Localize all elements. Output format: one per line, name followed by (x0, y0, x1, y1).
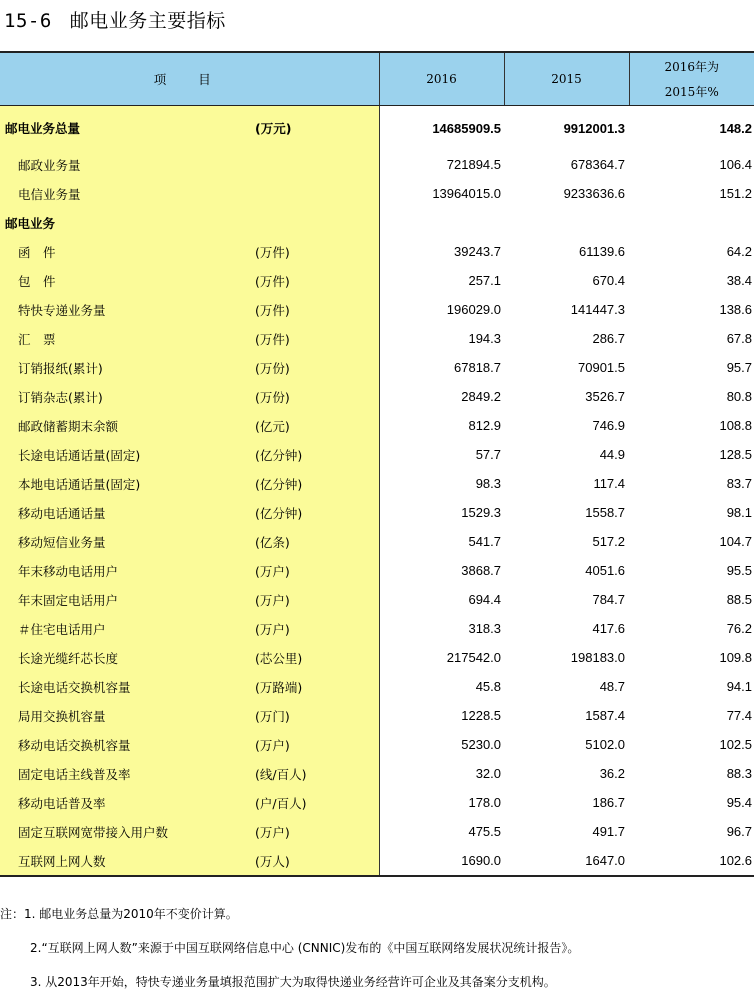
row-unit: (万户) (255, 730, 379, 759)
value-2015 (504, 208, 629, 237)
table-row (0, 643, 754, 672)
row-label (0, 411, 255, 440)
table-row (0, 556, 754, 585)
value-2015: 784.7 (592, 592, 626, 607)
value-ratio: 83.7 (726, 476, 753, 491)
table-row (0, 382, 754, 411)
row-unit: (万件) (255, 295, 379, 324)
value-ratio: 151.2 (719, 186, 753, 201)
value-2015: 9912001.3 (563, 120, 626, 136)
row-label (0, 440, 255, 469)
value-2016: 812.9 (468, 418, 502, 433)
row-label-text: 长途光缆纤芯长度 (18, 650, 119, 666)
value-2016: 2849.2 (461, 389, 502, 404)
row-label (0, 817, 255, 846)
table-row (0, 788, 754, 817)
value-2016: 194.3 (468, 331, 502, 346)
value-ratio: 88.3 (726, 766, 753, 781)
row-unit: (线/百人) (255, 759, 379, 788)
row-label (0, 556, 255, 585)
value-2015: 746.9 (592, 418, 626, 433)
table-row (0, 295, 754, 324)
value-ratio: 138.6 (719, 302, 753, 317)
row-label (0, 266, 255, 295)
value-2015: 417.6 (592, 621, 626, 636)
row-unit (255, 179, 379, 208)
value-2015: 517.2 (592, 534, 626, 549)
row-unit: (万路端) (255, 672, 379, 701)
value-2016: 178.0 (468, 795, 502, 810)
value-2016: 67818.7 (454, 360, 502, 375)
row-unit (255, 208, 379, 237)
value-2015: 286.7 (592, 331, 626, 346)
table-row (0, 179, 754, 208)
header-ratio-line2: 2015年% (664, 85, 719, 99)
table-row (0, 106, 754, 151)
value-ratio: 94.1 (726, 679, 753, 694)
value-ratio: 64.2 (726, 244, 753, 259)
row-label (0, 106, 255, 151)
table-row (0, 469, 754, 498)
row-label (0, 353, 255, 382)
row-unit: (万元) (255, 106, 379, 151)
value-2015: 678364.7 (570, 157, 626, 172)
value-2016 (379, 208, 504, 237)
value-2016: 217542.0 (446, 650, 502, 665)
row-unit: (亿分钟) (255, 440, 379, 469)
footnotes (0, 905, 579, 1007)
row-unit: (万人) (255, 846, 379, 876)
value-ratio: 95.4 (726, 795, 753, 810)
row-label-text: 特快专递业务量 (18, 302, 106, 318)
value-2015: 9233636.6 (563, 186, 626, 201)
row-label-text: 邮政储蓄期末余额 (18, 418, 119, 434)
row-label (0, 208, 255, 237)
row-label-text: 移动电话交换机容量 (18, 737, 131, 753)
header-2015: 2015 (504, 52, 629, 106)
row-unit: (亿分钟) (255, 498, 379, 527)
table-row (0, 730, 754, 759)
table-header-row (0, 52, 754, 106)
row-label-text: 固定电话主线普及率 (18, 766, 131, 782)
row-label-text: 邮电业务总量 (5, 121, 81, 136)
value-ratio: 38.4 (726, 273, 753, 288)
value-ratio: 106.4 (719, 157, 753, 172)
row-label (0, 295, 255, 324)
row-label (0, 324, 255, 353)
value-2016: 39243.7 (454, 244, 502, 259)
value-2016: 1529.3 (461, 505, 502, 520)
value-ratio: 80.8 (726, 389, 753, 404)
value-ratio: 128.5 (719, 447, 753, 462)
value-ratio: 109.8 (719, 650, 753, 665)
value-2016: 475.5 (468, 824, 502, 839)
table-row (0, 701, 754, 730)
value-2015: 491.7 (592, 824, 626, 839)
row-unit: (万件) (255, 266, 379, 295)
value-2016: 45.8 (475, 679, 502, 694)
value-2015: 44.9 (599, 447, 626, 462)
value-2015: 5102.0 (585, 737, 626, 752)
row-unit: (万户) (255, 585, 379, 614)
row-label (0, 150, 255, 179)
row-label-text: 年末移动电话用户 (18, 563, 119, 579)
value-2015: 3526.7 (585, 389, 626, 404)
row-label-text: 移动电话通话量 (18, 505, 106, 521)
row-label (0, 527, 255, 556)
row-unit: (亿条) (255, 527, 379, 556)
value-2015: 4051.6 (585, 563, 626, 578)
row-label-text: 邮政业务量 (18, 157, 81, 173)
row-label-text: 本地电话通话量(固定) (18, 476, 141, 492)
value-2016: 196029.0 (446, 302, 502, 317)
table-row (0, 527, 754, 556)
row-label (0, 585, 255, 614)
row-label (0, 179, 255, 208)
value-2015: 36.2 (599, 766, 626, 781)
row-label (0, 469, 255, 498)
table-row (0, 585, 754, 614)
row-label (0, 759, 255, 788)
row-label (0, 730, 255, 759)
value-2016: 1228.5 (461, 708, 502, 723)
row-unit: (万份) (255, 382, 379, 411)
value-ratio: 77.4 (726, 708, 753, 723)
value-2016: 57.7 (475, 447, 502, 462)
row-label-text: 订销报纸(累计) (18, 360, 103, 376)
row-label (0, 382, 255, 411)
value-ratio: 88.5 (726, 592, 753, 607)
row-label (0, 788, 255, 817)
footnote-3: 3. 从2013年开始，特快专递业务量填报范围扩大为取得快递业务经营许可企业及其备案分支机构。 (30, 975, 556, 989)
value-ratio: 96.7 (726, 824, 753, 839)
row-label-text: 互联网上网人数 (18, 853, 106, 869)
value-ratio: 108.8 (719, 418, 753, 433)
value-ratio: 104.7 (719, 534, 753, 549)
row-unit: (亿元) (255, 411, 379, 440)
row-unit (255, 150, 379, 179)
row-label-text: 包 件 (18, 273, 56, 289)
row-unit: (万户) (255, 614, 379, 643)
row-label (0, 846, 255, 876)
value-2016: 694.4 (468, 592, 502, 607)
row-label (0, 237, 255, 266)
value-2016: 541.7 (468, 534, 502, 549)
table-row (0, 266, 754, 295)
table-row (0, 846, 754, 876)
value-2016: 3868.7 (461, 563, 502, 578)
table-row (0, 237, 754, 266)
value-ratio: 95.7 (726, 360, 753, 375)
value-2016: 5230.0 (461, 737, 502, 752)
table-row (0, 817, 754, 846)
value-2015: 670.4 (592, 273, 626, 288)
row-label-text: 年末固定电话用户 (18, 592, 119, 608)
table-row (0, 672, 754, 701)
value-2015: 61139.6 (578, 244, 626, 259)
row-label-text: 长途电话交换机容量 (18, 679, 131, 695)
row-label-text: 邮电业务 (5, 215, 56, 231)
row-unit: (户/百人) (255, 788, 379, 817)
footnote-1: 注：1. 邮电业务总量为2010年不变价计算。 (0, 907, 238, 921)
value-ratio: 76.2 (726, 621, 753, 636)
row-unit: (万件) (255, 324, 379, 353)
value-2015: 117.4 (593, 476, 626, 491)
table-row (0, 150, 754, 179)
value-2016: 721894.5 (446, 157, 502, 172)
row-label (0, 672, 255, 701)
row-unit: (万份) (255, 353, 379, 382)
row-unit: (万门) (255, 701, 379, 730)
value-2016: 13964015.0 (432, 186, 502, 201)
table-row (0, 759, 754, 788)
header-item: 项 目 (0, 52, 379, 106)
value-2015: 48.7 (599, 679, 626, 694)
row-label-text: 订销杂志(累计) (18, 389, 103, 405)
value-ratio: 148.2 (719, 120, 753, 136)
row-unit: (万户) (255, 556, 379, 585)
indicator-table (0, 51, 754, 877)
row-unit: (万件) (255, 237, 379, 266)
value-ratio: 102.6 (629, 846, 754, 876)
row-label-text: 电信业务量 (18, 186, 81, 202)
header-ratio-line1: 2016年为 (664, 60, 720, 74)
value-2015: 186.7 (592, 795, 626, 810)
row-label-text: ＃住宅电话用户 (18, 621, 106, 637)
value-2015: 1558.7 (585, 505, 626, 520)
table-row (0, 208, 754, 237)
row-label-text: 固定互联网宽带接入用户数 (18, 824, 169, 840)
row-label (0, 643, 255, 672)
row-label (0, 614, 255, 643)
row-unit: (亿分钟) (255, 469, 379, 498)
value-ratio (629, 208, 754, 237)
value-ratio: 95.5 (726, 563, 753, 578)
table-row (0, 411, 754, 440)
header-ratio (629, 52, 754, 106)
table-row (0, 440, 754, 469)
value-2016: 32.0 (475, 766, 502, 781)
row-unit: (芯公里) (255, 643, 379, 672)
value-2016: 318.3 (468, 621, 502, 636)
table-number: 15-6 (4, 10, 52, 32)
value-2015: 1647.0 (504, 846, 629, 876)
footnote-2: 2.“互联网上网人数”来源于中国互联网络信息中心 (CNNIC)发布的《中国互联网络发展状况统计报告》。 (30, 941, 580, 955)
table-title: 邮电业务主要指标 (69, 10, 226, 32)
row-label-text: 函 件 (18, 244, 56, 260)
row-label-text: 局用交换机容量 (18, 708, 106, 724)
value-2016: 14685909.5 (432, 120, 502, 136)
row-label-text: 汇 票 (18, 331, 56, 347)
row-label-text: 移动短信业务量 (18, 534, 106, 550)
table-row (0, 498, 754, 527)
value-ratio: 98.1 (726, 505, 753, 520)
value-2016: 98.3 (475, 476, 502, 491)
value-2015: 141447.3 (570, 302, 626, 317)
table-row (0, 353, 754, 382)
row-label (0, 701, 255, 730)
value-2015: 70901.5 (578, 360, 626, 375)
row-label (0, 498, 255, 527)
row-label-text: 移动电话普及率 (18, 795, 106, 811)
value-ratio: 102.5 (719, 737, 753, 752)
table-row (0, 324, 754, 353)
value-2015: 198183.0 (570, 650, 626, 665)
value-ratio: 67.8 (726, 331, 753, 346)
table-row (0, 614, 754, 643)
value-2016: 257.1 (468, 273, 502, 288)
value-2016: 1690.0 (379, 846, 504, 876)
row-label-text: 长途电话通话量(固定) (18, 447, 141, 463)
header-2016: 2016 (379, 52, 504, 106)
row-unit: (万户) (255, 817, 379, 846)
value-2015: 1587.4 (585, 708, 626, 723)
page-title (4, 6, 226, 33)
